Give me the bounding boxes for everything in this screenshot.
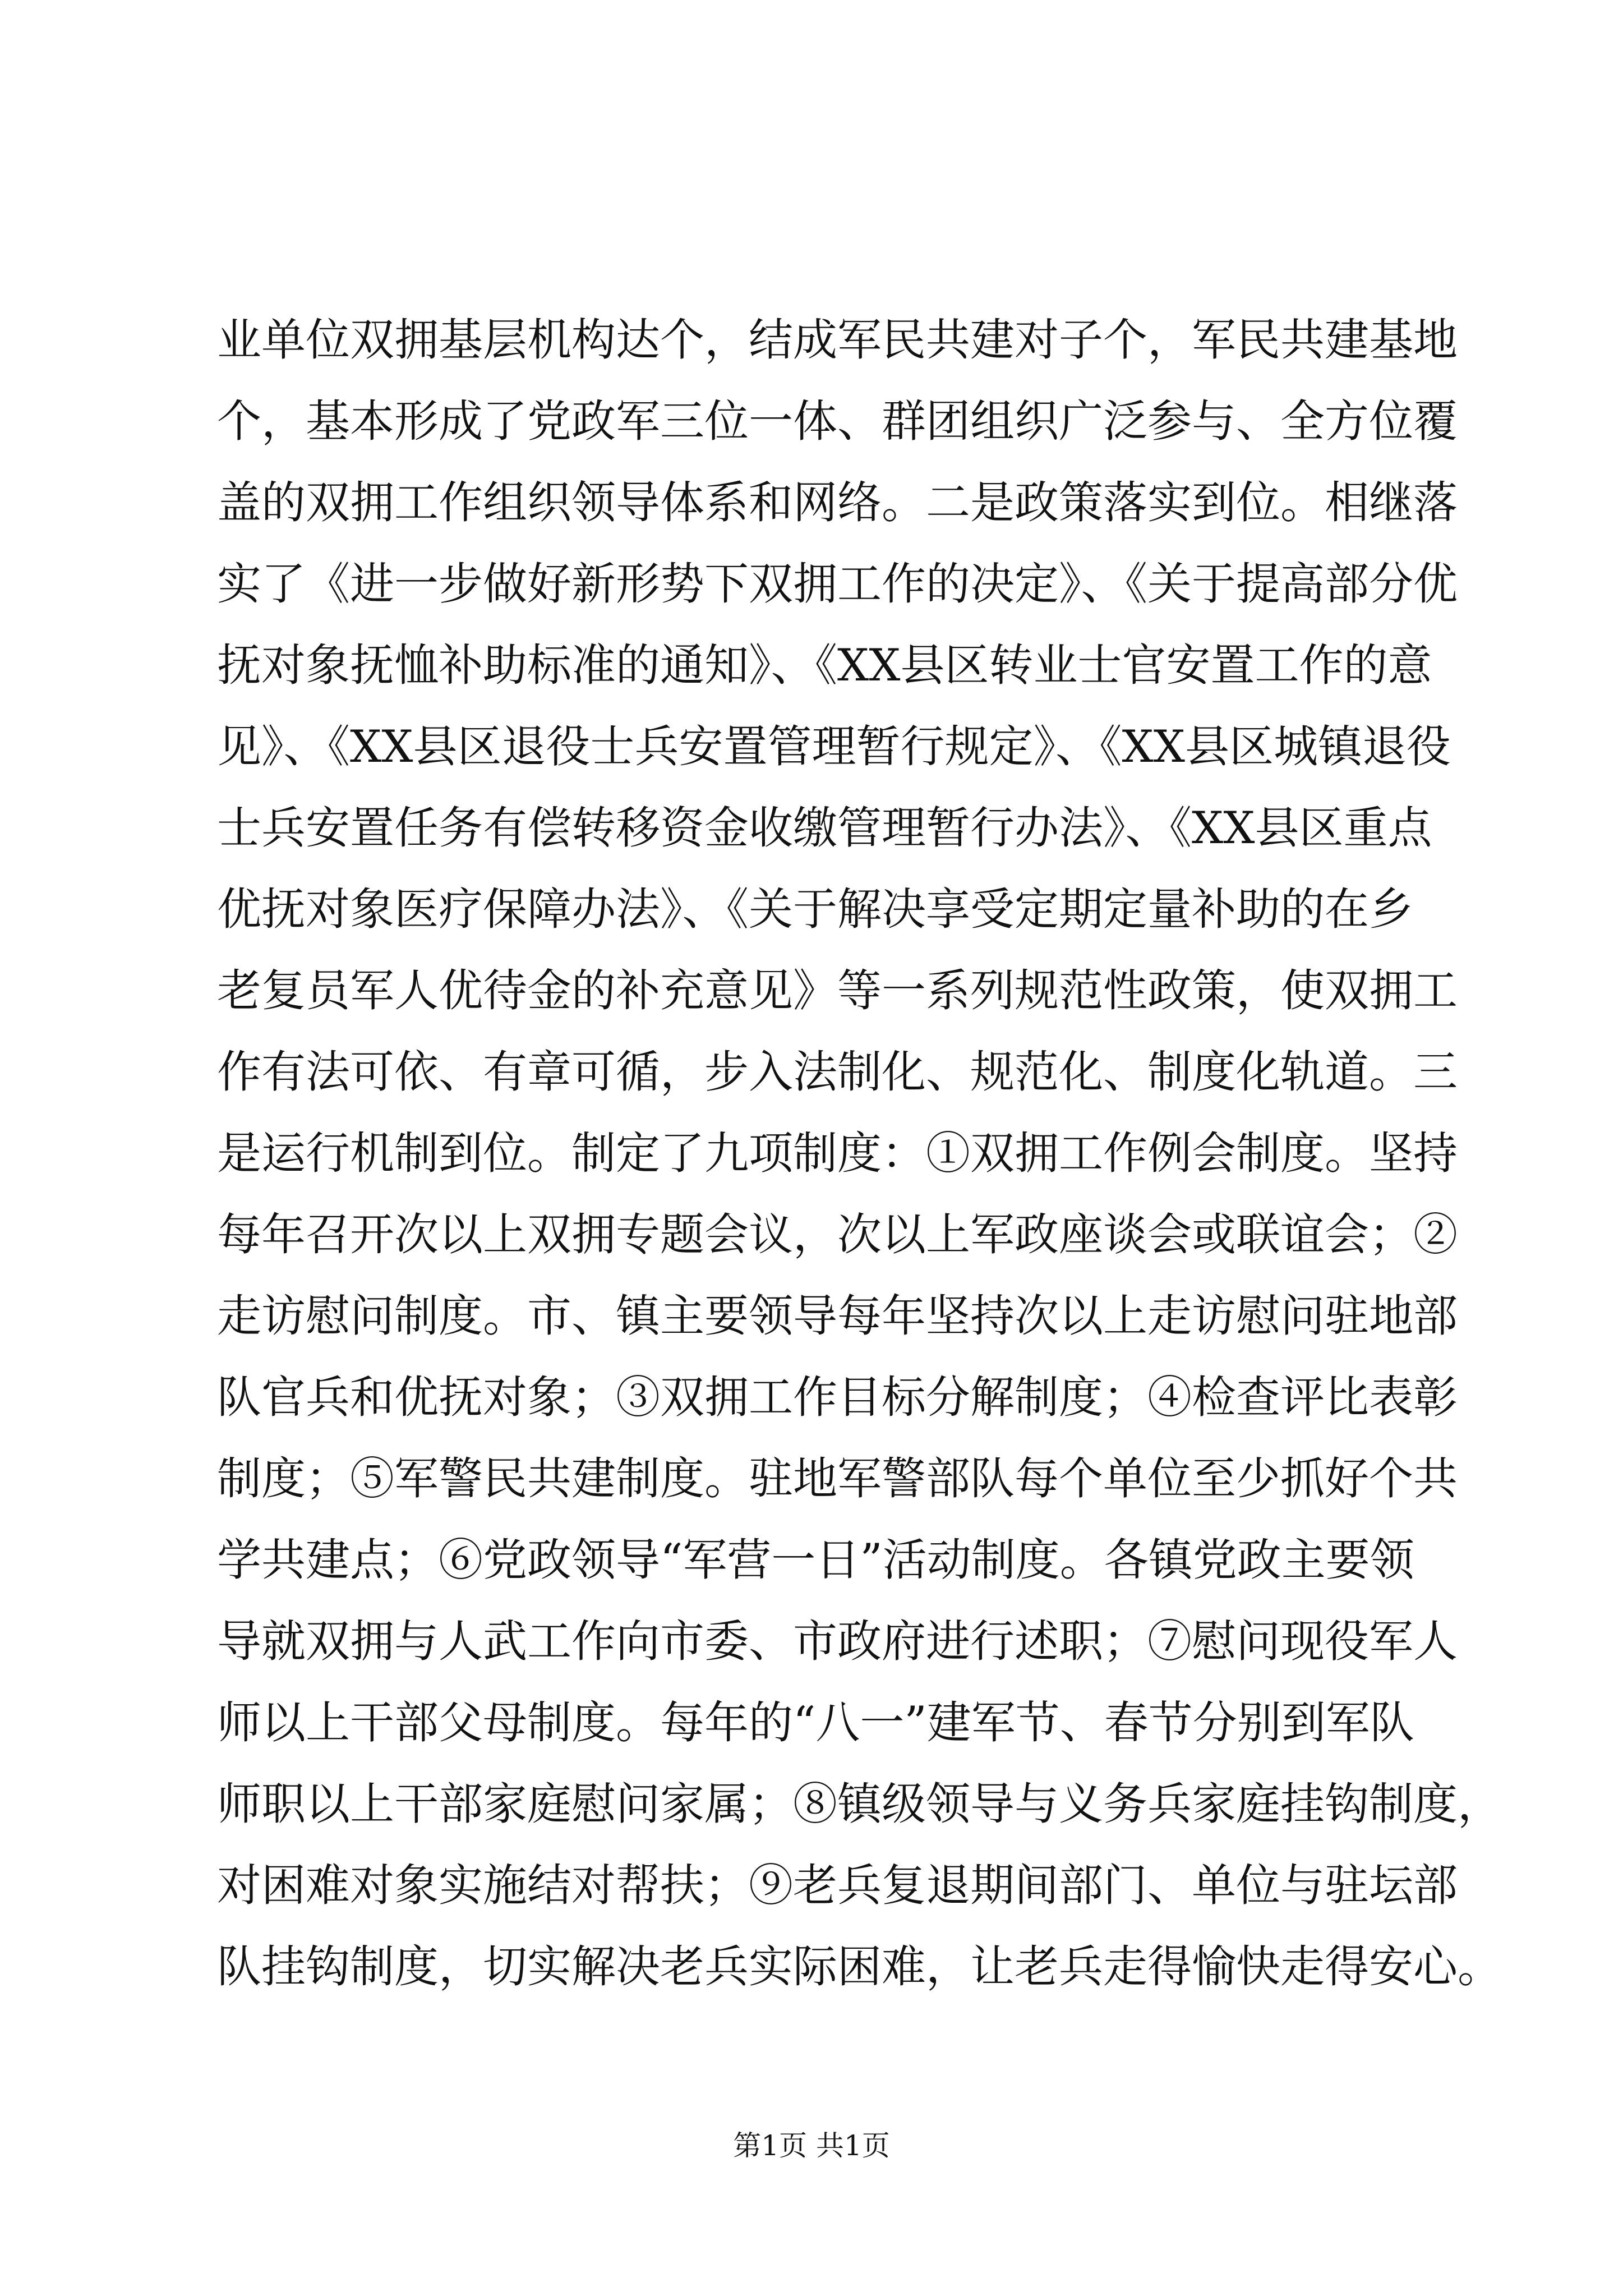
paragraph-line: 对困难对象实施结对帮扶；⑨老兵复退期间部门、单位与驻坛部	[217, 1860, 1458, 1911]
paragraph-line: 走访慰问制度。市、镇主要领导每年坚持次以上走访慰问驻地部	[217, 1290, 1458, 1342]
paragraph-line: 导就双拥与人武工作向市委、市政府进行述职；⑦慰问现役军人	[217, 1616, 1458, 1667]
paragraph-line: 每年召开次以上双拥专题会议，次以上军政座谈会或联谊会；②	[217, 1209, 1458, 1260]
page-number-footer: 第1页 共1页	[733, 2129, 890, 2162]
paragraph-line: 优抚对象医疗保障办法》、《关于解决享受定期定量补助的在乡	[217, 884, 1413, 935]
paragraph-line: 学共建点；⑥党政领导“军营一日”活动制度。各镇党政主要领	[217, 1534, 1414, 1586]
paragraph-line: 师以上干部父母制度。每年的“八一”建军节、春节分别到军队	[217, 1697, 1414, 1749]
paragraph-line: 实了《进一步做好新形势下双拥工作的决定》、《关于提高部分优	[217, 558, 1458, 610]
paragraph-line: 制度；⑤军警民共建制度。驻地军警部队每个单位至少抓好个共	[217, 1453, 1458, 1504]
paragraph-line: 盖的双拥工作组织领导体系和网络。二是政策落实到位。相继落	[217, 477, 1458, 528]
paragraph-line: 抚对象抚恤补助标准的通知》、《XX县区转业士官安置工作的意	[217, 639, 1432, 691]
paragraph-line: 师职以上干部家庭慰问家属；⑧镇级领导与义务兵家庭挂钩制度，	[217, 1778, 1502, 1830]
paragraph-line: 见》、《XX县区退役士兵安置管理暂行规定》、《XX县区城镇退役	[217, 721, 1451, 772]
document-body	[217, 300, 1502, 2008]
paragraph-line: 是运行机制到位。制定了九项制度：①双拥工作例会制度。坚持	[217, 1128, 1458, 1179]
paragraph-line: 队挂钩制度，切实解决老兵实际困难，让老兵走得愉快走得安心。	[217, 1941, 1502, 1993]
paragraph-line: 业单位双拥基层机构达个，结成军民共建对子个，军民共建基地	[217, 314, 1458, 366]
paragraph-line: 士兵安置任务有偿转移资金收缴管理暂行办法》、《XX县区重点	[217, 802, 1432, 854]
paragraph-line: 作有法可依、有章可循，步入法制化、规范化、制度化轨道。三	[217, 1046, 1458, 1098]
paragraph-line: 老复员军人优待金的补充意见》等一系列规范性政策，使双拥工	[217, 965, 1458, 1016]
paragraph-line: 队官兵和优抚对象；③双拥工作目标分解制度；④检查评比表彰	[217, 1372, 1458, 1423]
paragraph-line: 个，基本形成了党政军三位一体、群团组织广泛参与、全方位覆	[217, 395, 1458, 447]
